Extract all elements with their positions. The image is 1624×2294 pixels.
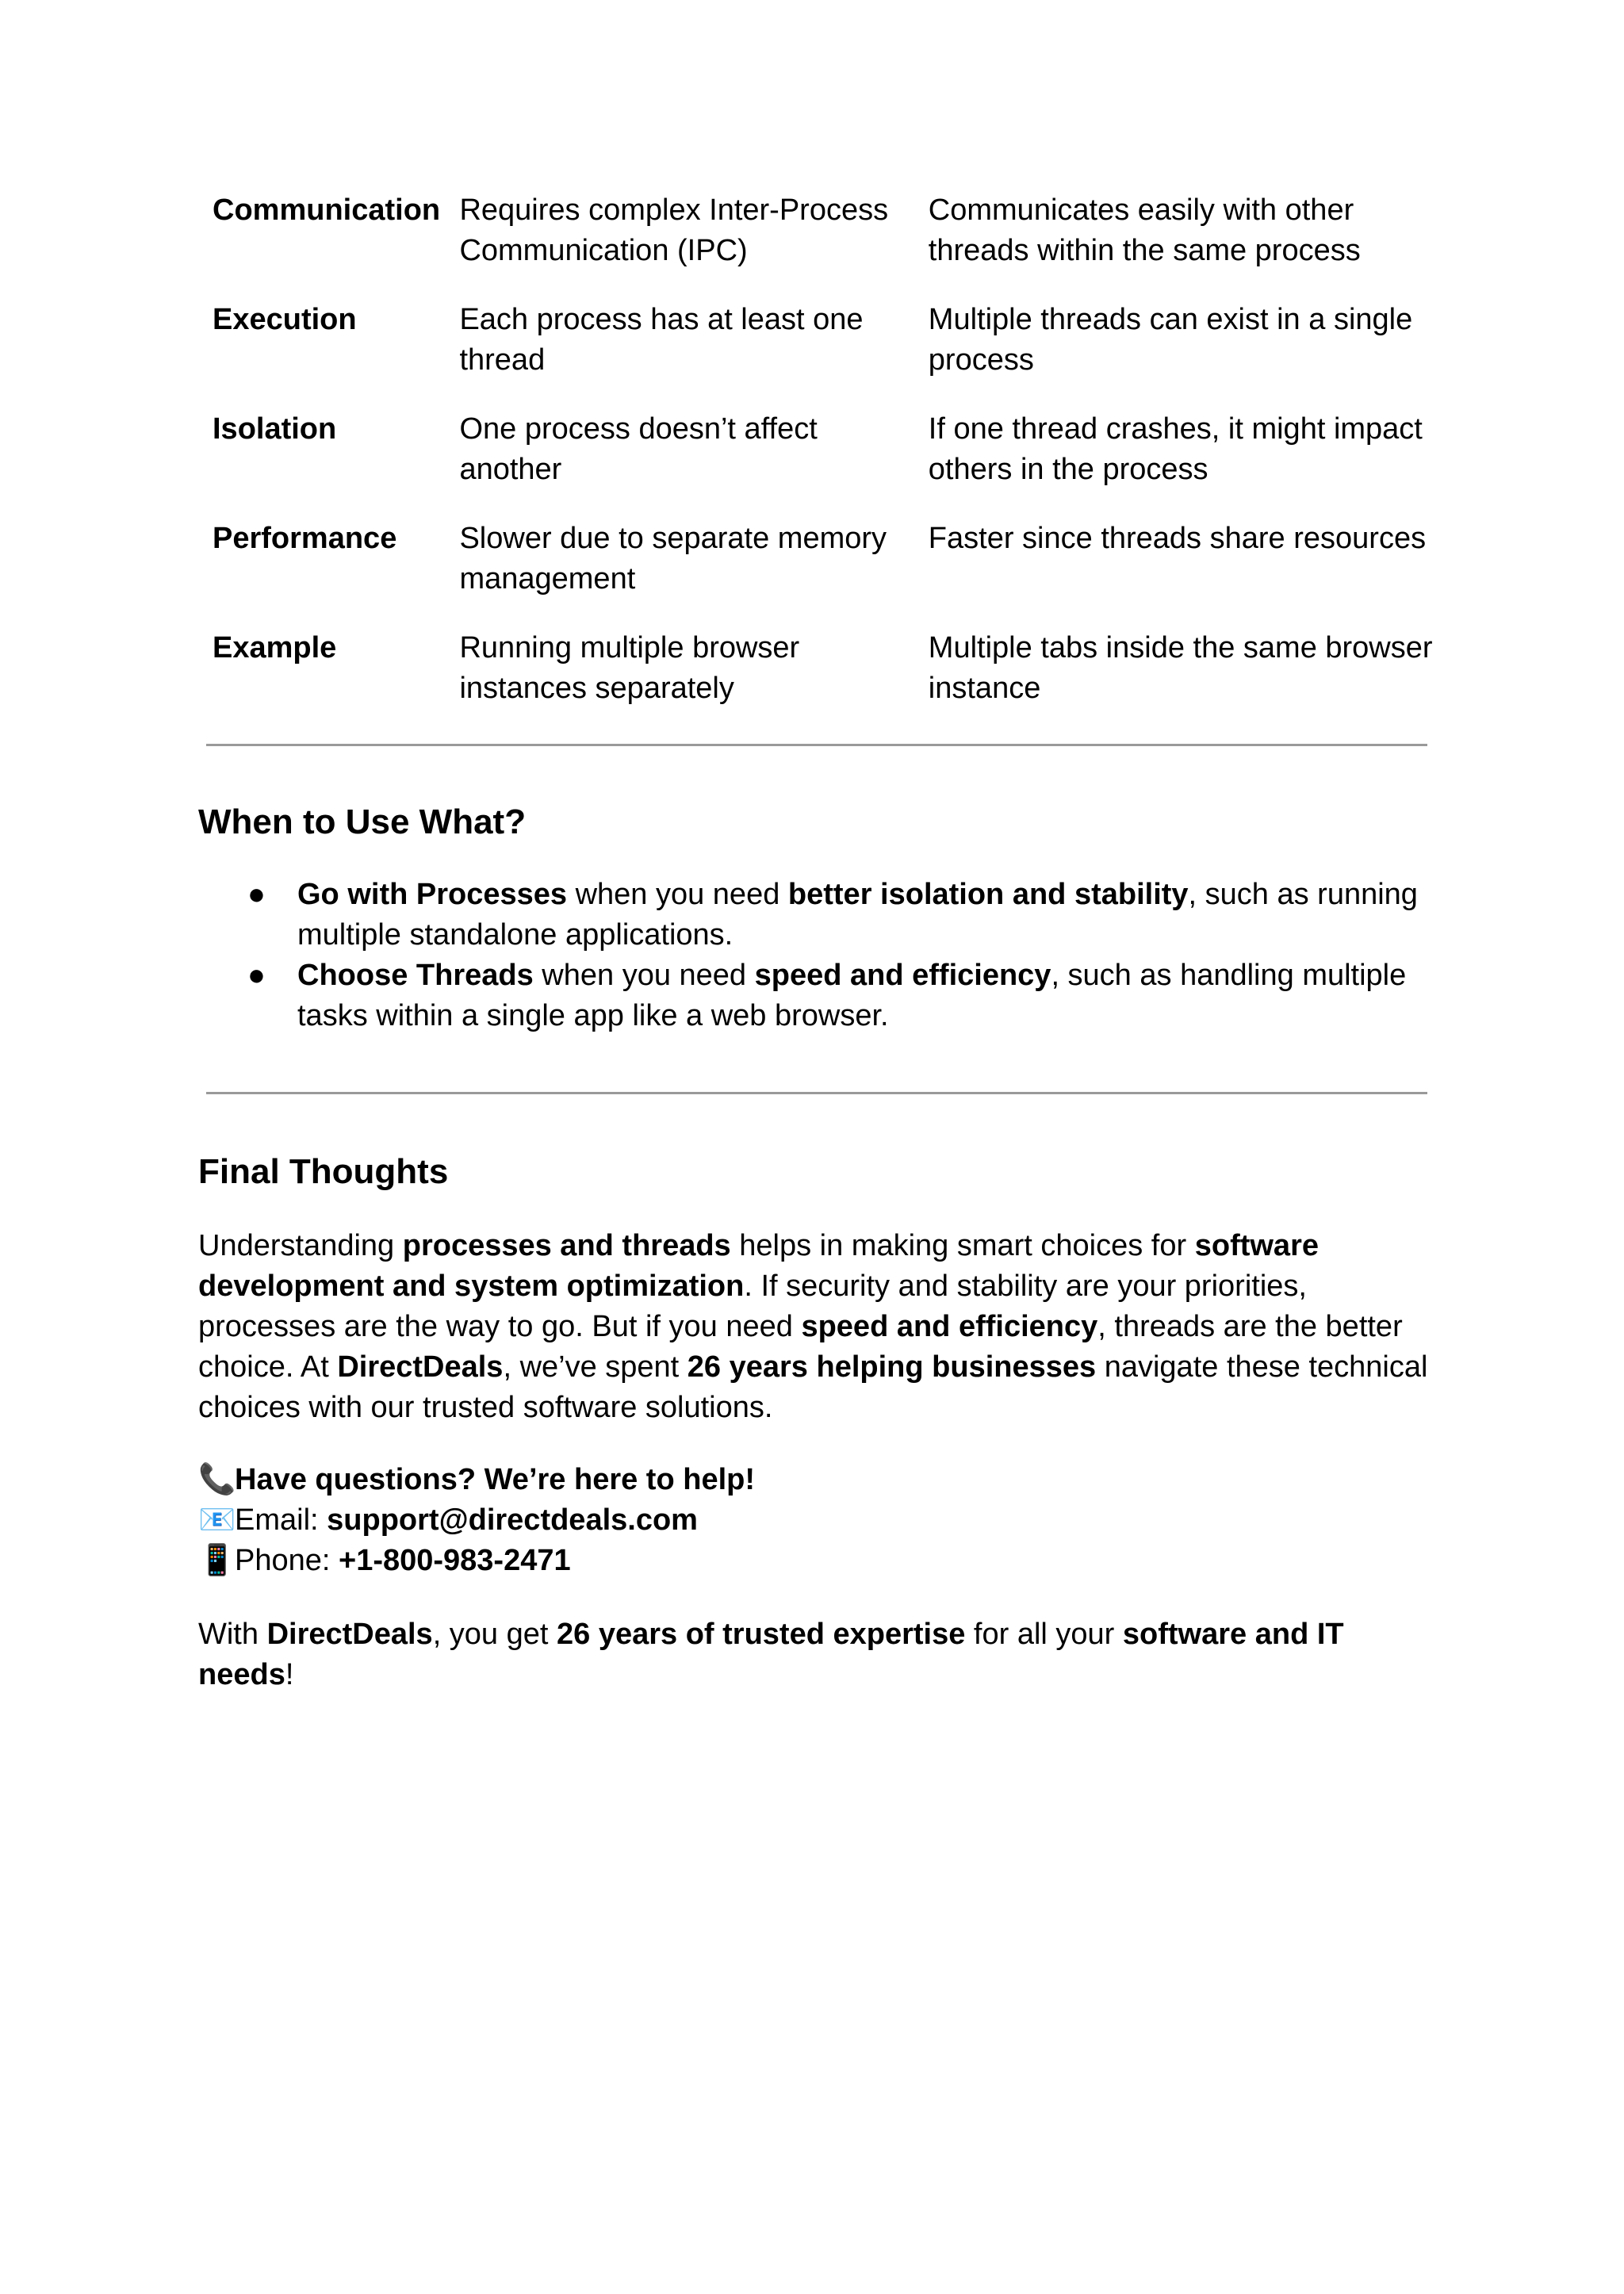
contact-question: Have questions? We’re here to help!: [235, 1463, 756, 1496]
table-row: [198, 300, 1435, 409]
table-row: [198, 190, 1435, 300]
thread-cell: If one thread crashes, it might impact others in the process: [928, 412, 1423, 486]
aspect-cell: Isolation: [213, 412, 337, 446]
list-item: [198, 956, 1435, 1036]
aspect-cell: Performance: [213, 522, 397, 555]
mobile-phone-icon: 📱: [198, 1544, 236, 1577]
emphasis-text: better isolation and stability: [787, 878, 1189, 911]
document-page: [198, 190, 1435, 1695]
body-text: when you need: [533, 959, 755, 992]
contact-block: [198, 1460, 1435, 1581]
emphasis-text: speed and efficiency: [801, 1310, 1098, 1343]
comparison-table: [198, 190, 1435, 737]
thread-cell: Faster since threads share resources: [928, 522, 1427, 555]
body-text: Understanding: [198, 1229, 403, 1262]
phone-label: Phone:: [235, 1544, 339, 1577]
emphasis-text: speed and efficiency: [754, 959, 1051, 992]
emphasis-text: software development and system optimization: [198, 1229, 1319, 1303]
horizontal-divider: [206, 744, 1427, 746]
body-text: , such as handling multiple tasks within a single app like a web browser.: [297, 959, 1407, 1032]
body-text: . If security and stability are your priorities, processes are the way to go. But if you need: [198, 1270, 1307, 1343]
body-text: , such as running multiple standalone applications.: [297, 878, 1418, 952]
body-text: , you get: [432, 1618, 557, 1651]
process-cell: Running multiple browser instances separately: [459, 631, 800, 705]
emphasis-text: 26 years of trusted expertise: [557, 1618, 966, 1651]
emphasis-text: Go with Processes: [297, 878, 568, 911]
thread-cell: Multiple tabs inside the same browser instance: [928, 631, 1433, 705]
email-icon: 📧: [198, 1503, 236, 1537]
contact-email-line: [198, 1500, 1435, 1541]
body-text: for all your: [965, 1618, 1123, 1651]
phone-number: +1-800-983-2471: [339, 1544, 571, 1577]
contact-question-line: [198, 1460, 1435, 1500]
thread-cell: Multiple threads can exist in a single process: [928, 303, 1413, 377]
aspect-cell: Example: [213, 631, 337, 664]
contact-phone-line: [198, 1541, 1435, 1581]
table-row: [198, 628, 1435, 737]
closing-paragraph: [198, 1614, 1435, 1695]
body-text: when you need: [567, 878, 788, 911]
section-heading-final: Final Thoughts: [198, 1152, 449, 1191]
emphasis-text: 26 years helping businesses: [687, 1350, 1097, 1384]
section-heading-when: When to Use What?: [198, 802, 527, 841]
body-text: !: [285, 1658, 294, 1691]
usage-list: [198, 875, 1435, 1036]
emphasis-text: DirectDeals: [337, 1350, 504, 1384]
body-text: , we’ve spent: [503, 1350, 688, 1384]
body-text: With: [198, 1618, 267, 1651]
process-cell: Each process has at least one thread: [459, 303, 864, 377]
final-paragraph: [198, 1226, 1435, 1428]
horizontal-divider: [206, 1092, 1427, 1094]
emphasis-text: DirectDeals: [266, 1618, 433, 1651]
aspect-cell: Communication: [213, 193, 441, 227]
table-row: [198, 519, 1435, 628]
process-cell: Requires complex Inter-Process Communication (IPC): [459, 193, 889, 267]
telephone-icon: 📞: [198, 1463, 236, 1496]
aspect-cell: Execution: [213, 303, 357, 336]
emphasis-text: software and IT needs: [198, 1618, 1344, 1691]
emphasis-text: Choose Threads: [297, 959, 534, 992]
email-label: Email:: [235, 1503, 327, 1537]
body-text: , threads are the better choice. At: [198, 1310, 1403, 1384]
body-text: helps in making smart choices for: [730, 1229, 1195, 1262]
email-address: support@directdeals.com: [327, 1503, 698, 1537]
bullet-icon: ●: [247, 878, 266, 911]
process-cell: Slower due to separate memory management: [459, 522, 887, 596]
emphasis-text: processes and threads: [402, 1229, 731, 1262]
body-text: navigate these technical choices with our trusted software solutions.: [198, 1350, 1428, 1424]
bullet-icon: ●: [247, 959, 266, 992]
table-row: [198, 409, 1435, 519]
thread-cell: Communicates easily with other threads within the same process: [928, 193, 1361, 267]
process-cell: One process doesn’t affect another: [459, 412, 818, 486]
list-item: [198, 875, 1435, 956]
